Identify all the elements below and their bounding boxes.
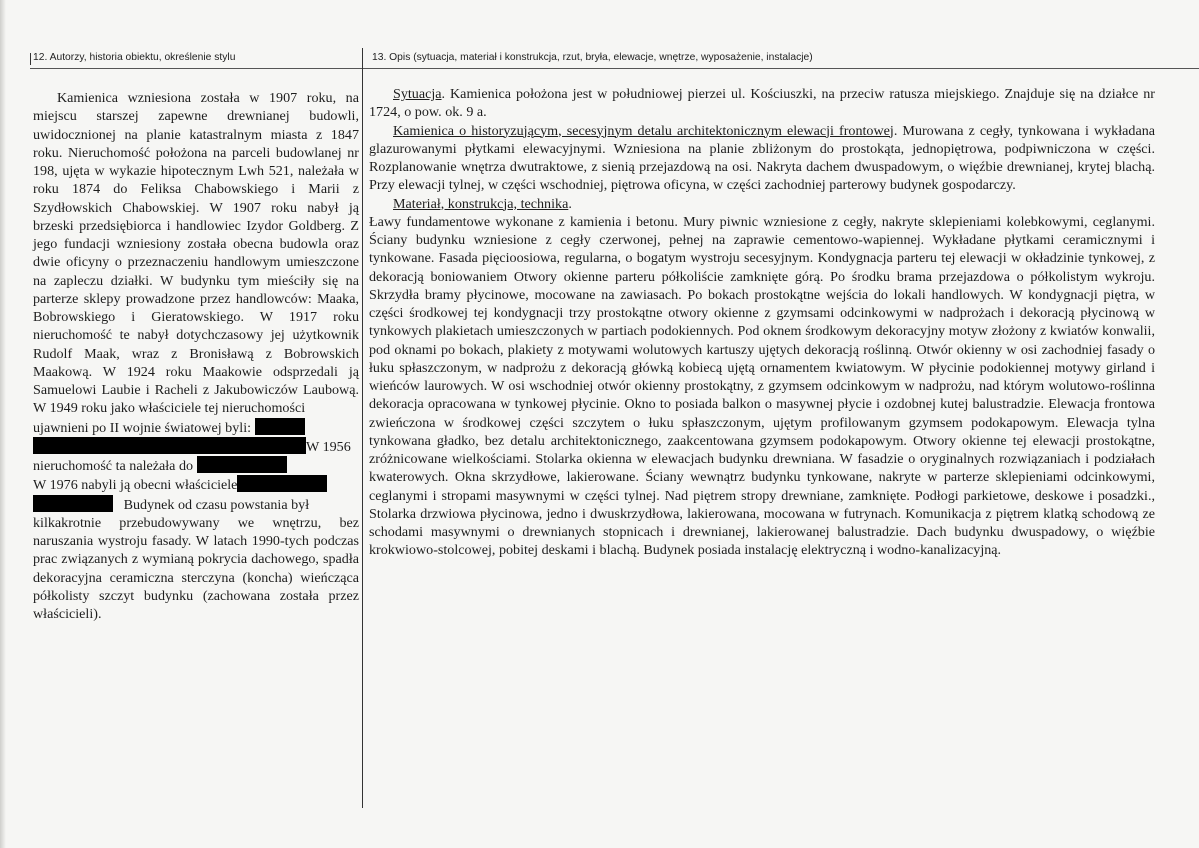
style-heading: Kamienica o historyzującym, secesyjnym detalu architektonicznym elewacji frontowej bbox=[393, 122, 894, 139]
history-paragraph-2: kilkakrotnie przebudowywany we wnętrzu, bez naruszania wystroju fasady. W latach 1990-tych podczas prac związanych z wymianą pokrycia dachowego, spadła dekoracyjna ceramiczna sterczyna (koncha) wieńcząca półkolisty szczyt budynku (zachowana została przez właścicieli). bbox=[33, 514, 359, 622]
header-rule bbox=[30, 68, 1199, 69]
situation-text: . Kamienica położona jest w południowej pierzei ul. Kościuszki, na przeciw ratusza miejskiego. Znajduje się na działce nr 1724, o pow. ok. 9 a. bbox=[369, 86, 1155, 121]
material-heading-period: . bbox=[568, 195, 572, 212]
history-line-building bbox=[33, 495, 359, 514]
scan-edge bbox=[0, 0, 6, 848]
history-line-owner bbox=[33, 456, 359, 475]
material-paragraph: Ławy fundamentowe wykonane z kamienia i betonu. Mury piwnic wzniesione z cegły, nakryte sklepieniami kolebkowymi, ceglanymi. Ściany budynku wzniesione z cegły czerwonej, pełnej na zaprawie cementowo-wapiennej. Wykładane płytkami ceramicznymi i tynkowane. Fasada pięcioosiowa, regularna, o bogatym wystroju secesyjnym. Kondygnacja parteru tej elewacji w okładzinie tynkowej, z dekoracją boniowaniem Otwory okienne parteru półkoliście zamknięte górą. Po środku brama przejazdowa o półkolistym wykroju. Skrzydła bramy płycinowe, mocowane na zawiasach. Po bokach prostokątne wejścia do lokali handlowych. W kondygnacji piętra, w części środkowej tej kondygnacji trzy prostokątne otwory okienne z gzymsami odcinkowymi w nadprożach i dekoracją płycinową w tynkowych plakietach umieszczonych w partiach podokiennych. Pod oknem środkowym dekoracyjny motyw złożony z kwiatów konwalii, pod oknami po bokach, plakiety z motywami wolutowych kartuszy ujętych dekoracją roślinną. Otwór okienny w osi zachodniej fasady o łuku spłaszczonym, w nadprożu z dekoracją główką kobiecą ujętą ornamentem kwiatowym. W płycinie podokiennej motywy girland i wieńców laurowych. W osi wschodniej otwór okienny prostokątny, z gzymsem odcinkowym w nadprożu, nad którym wolutowo-roślinna dekoracja opracowana w tynkowej płycinie. Okno to posiada balkon o masywnej płycie i ozdobnej kutej balustradzie. Elewacja frontowa zwieńczona w środkowej części szczytem o łuku spłaszczonym, ujętym profilowanym gzymsem podokapowym. Elewacja tylna tynkowana gładko, bez detalu architektonicznego, zaakcentowana gzymsem podokapowym. Otwory okienne tej elewacji prostokątne, zróżnicowane wielkościami. Stolarka okienna w elewacjach budynku drewniana. W fasadzie o oryginalnych rozwiązaniach i podziałach kwaterowych. Okna skrzydłowe, lakierowane. Ściany wewnątrz budynku tynkowane, nakryte w parterze sklepieniami odcinkowymi, ceglanymi i stropami masywnymi w części tylnej. Nad piętrem stropy drewniane, zamknięte. Podłogi parkietowe, deskowe i posadzki., Stolarka drzwiowa płycinowa, jedno i dwuskrzydłowa, lakierowana, mocowana w futrynach. Komunikacja z piętrem klatką schodową ze schodami masywnymi o drewnianych stopnicach i drewnianej, lakierowanej balustradzie. Dach budynku dwuspadowy, o więźbie krokwiowo-stolcowej, pobitej deskami i blachą. Budynek posiada instalację elektryczną i wodno-kanalizacyjną. bbox=[369, 213, 1155, 559]
history-line-owners-1949 bbox=[33, 418, 359, 437]
history-line-1956 bbox=[33, 437, 359, 456]
history-text: nieruchomość ta należała do bbox=[33, 458, 194, 474]
style-paragraph bbox=[369, 122, 1155, 195]
redaction-block bbox=[237, 475, 327, 492]
redaction-block bbox=[33, 495, 113, 512]
history-text: W 1976 nabyli ją obecni właściciele bbox=[33, 477, 238, 494]
history-line-1976 bbox=[33, 475, 359, 494]
situation-paragraph bbox=[369, 85, 1155, 122]
history-text: Budynek od czasu powstania był bbox=[123, 496, 310, 513]
redaction-block bbox=[255, 418, 305, 435]
column-divider bbox=[362, 48, 363, 808]
material-heading-line bbox=[369, 195, 1155, 213]
material-heading: Materiał, konstrukcja, technika bbox=[393, 195, 569, 212]
redaction-block bbox=[33, 437, 306, 454]
section-13-header: 13. Opis (sytuacja, materiał i konstrukcja, rzut, bryła, elewacje, wnętrze, wyposażenie, instalacje) bbox=[372, 52, 813, 63]
style-text: . Murowana z cegły, tynkowana i wykładana glazurowanymi płytkami elewacyjnymi. Wzniesiona na planie zbliżonym do prostokąta, jednopiętrowa, podpiwniczona w części. Rozplanowanie wnętrza dwutraktowe, z sienią przejazdową na osi. Nakryta dachem dwuspadowym, o więźbie drewnianej, krytej blachą. Przy elewacji tylnej, w części wschodniej, piętrowa oficyna, w części zachodniej parterowy budynek gospodarczy. bbox=[369, 122, 1155, 194]
situation-heading: Sytuacja bbox=[393, 86, 442, 102]
redaction-block bbox=[197, 456, 287, 473]
history-text: W 1956 bbox=[306, 438, 351, 455]
history-column bbox=[33, 89, 359, 623]
description-column bbox=[369, 85, 1155, 560]
history-paragraph: Kamienica wzniesiona została w 1907 roku, na miejscu starszej zapewne drewnianej budowli, uwidocznionej na planie katastralnym miasta z 1847 roku. Nieruchomość położona na parceli budowlanej nr 198, ujęta w wykazie hipotecznym Lwh 521, należała w roku 1874 do Feliksa Chabowskiego i Marii z Szydłowskich Chabowskiej. W 1907 roku nabył ją brzeski przedsiębiorca i handlowiec Izydor Goldberg. Z jego fundacji wzniesiony została obecna budowla oraz dwie oficyny o przeznaczeniu handlowym umieszczone na zapleczu działki. W budynku tym mieściły się na parterze sklepy prowadzone przez handlowców: Maaka, Bobrowskiego i Gieratowskiego. W 1917 roku nieruchomość te nabył dotychczasowy jej użytkownik Rudolf Maak, wraz z Bronisławą z Bobrowskich Maakową. W 1924 roku Maakowie odsprzedali ją Samuelowi Laubie i Racheli z Jakubowiczów Laubową. W 1949 roku jako właściciele tej nieruchomości bbox=[33, 90, 359, 417]
section-12-header: 12. Autorzy, historia obiektu, określenie stylu bbox=[33, 52, 236, 63]
history-text: ujawnieni po II wojnie światowej byli: bbox=[33, 419, 252, 436]
